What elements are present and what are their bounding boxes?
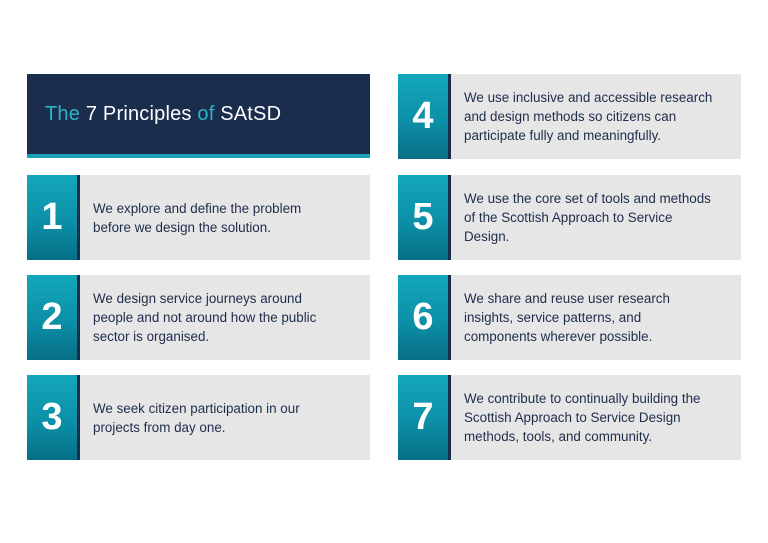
principle-text-6: We share and reuse user research insights, service patterns, and components wherever possible. [464, 291, 670, 344]
title-card [27, 74, 370, 158]
principle-text-5: We use the core set of tools and methods of the Scottish Approach to Service Design. [464, 191, 711, 244]
principle-card-5 [398, 175, 741, 260]
principle-text-7: We contribute to continually building the Scottish Approach to Service Design methods, tools, and community. [464, 391, 701, 444]
title-of: of [197, 102, 215, 125]
title-satsd: SAtSD [214, 102, 282, 125]
principle-number-7: 7 [398, 375, 451, 460]
principle-card-1 [27, 175, 370, 260]
principle-number-4: 4 [398, 74, 451, 159]
principle-number-1: 1 [27, 175, 80, 260]
principle-number-3: 3 [27, 375, 80, 460]
title-the: The [45, 102, 81, 125]
principle-number-5: 5 [398, 175, 451, 260]
principle-text-2: We design service journeys around people and not around how the public sector is organised. [93, 291, 317, 344]
principle-number-2: 2 [27, 275, 80, 360]
principle-number-6: 6 [398, 275, 451, 360]
principle-card-2 [27, 275, 370, 360]
principle-card-3 [27, 375, 370, 460]
principle-card-4 [398, 74, 741, 159]
principle-text-1: We explore and define the problem before we design the solution. [93, 200, 302, 235]
principle-text-4: We use inclusive and accessible research and design methods so citizens can participate fully and meaningfully. [464, 90, 713, 143]
title-text [45, 103, 281, 126]
principle-text-3: We seek citizen participation in our projects from day one. [93, 400, 300, 435]
title-principles: 7 Principles [80, 102, 198, 125]
principle-card-6 [398, 275, 741, 360]
principle-card-7 [398, 375, 741, 460]
